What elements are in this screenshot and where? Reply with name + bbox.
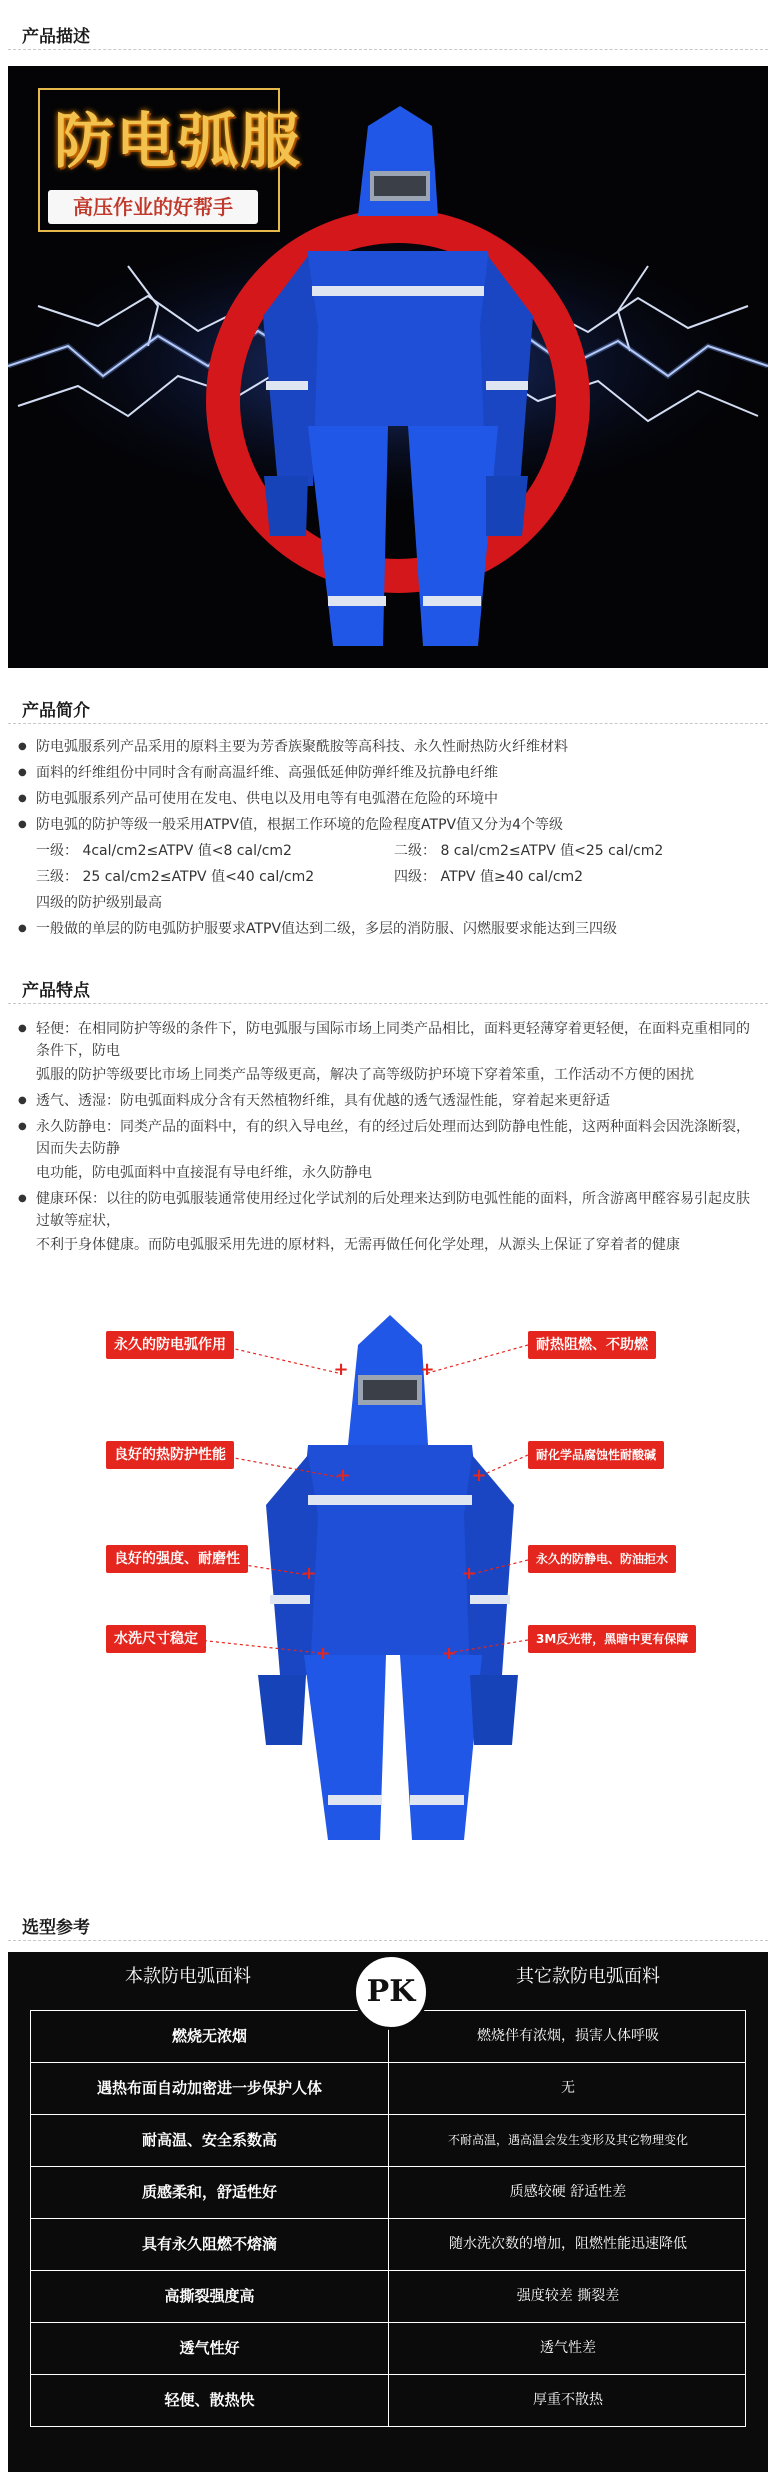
other-fabric-cell: 透气性差: [540, 2340, 596, 2356]
divider: [8, 1003, 768, 1004]
table-row: [30, 2270, 746, 2322]
section-header-description: [0, 14, 776, 50]
grade-3: 三级： 25 cal/cm2≤ATPV 值<40 cal/cm2: [36, 869, 315, 885]
hero-title: 防电弧服: [54, 107, 302, 177]
feature-light: ● 轻便：在相同防护等级的条件下，防电弧服与国际市场上同类产品相比，面料更轻薄穿着更轻便，在面料克重相同的条件下，防电: [18, 1018, 762, 1062]
table-row: [30, 2374, 746, 2427]
marker-icon: +: [333, 1359, 349, 1380]
list-item: ● 防电弧服系列产品可使用在发电、供电以及用电等有电弧潜在危险的环境中: [18, 788, 762, 810]
hero-banner: [8, 66, 768, 668]
our-fabric-cell: 轻便、散热快: [31, 2375, 389, 2426]
section-title: 产品描述: [22, 27, 90, 47]
marker-icon: +: [461, 1563, 477, 1584]
list-item: ● 防电弧服系列产品采用的原料主要为芳香族聚酰胺等高科技、永久性耐热防火纤维材料: [18, 736, 762, 758]
comparison-rows: [30, 2010, 746, 2427]
table-row: [30, 2322, 746, 2374]
left-column-header: 本款防电弧面料: [125, 1966, 251, 1987]
list-item: ● 防电弧的防护等级一般采用ATPV值，根据工作环境的危险程度ATPV值又分为4个等级: [18, 814, 762, 836]
suit-illustration: [8, 1295, 768, 1855]
callout-wash-stable: 水洗尺寸稳定: [106, 1625, 206, 1653]
table-row: [30, 2062, 746, 2114]
table-row: [30, 2114, 746, 2166]
our-fabric-cell: 遇热布面自动加密进一步保护人体: [31, 2063, 389, 2114]
marker-icon: +: [441, 1643, 457, 1664]
divider: [8, 723, 768, 724]
callout-thermal: 良好的热防护性能: [106, 1441, 234, 1469]
callout-strength: 良好的强度、耐磨性: [106, 1545, 248, 1573]
grade-row: [18, 866, 762, 892]
marker-icon: +: [471, 1465, 487, 1486]
our-fabric-cell: 具有永久阻燃不熔滴: [31, 2219, 389, 2270]
grade-4: 四级： ATPV 值≥40 cal/cm2: [394, 869, 584, 885]
feature-eco-cont: 不利于身体健康。而防电弧服采用先进的原材料，无需再做任何化学处理，从源头上保证了穿着者的健康: [36, 1237, 680, 1253]
feature-eco: ● 健康环保：以往的防电弧服装通常使用经过化学试剂的后处理来达到防电弧性能的面料，所含游离甲醛容易引起皮肤过敏等症状，: [18, 1188, 762, 1232]
feature-light-cont: 弧服的防护等级要比市场上同类产品等级更高，解决了高等级防护环境下穿着笨重，工作活动不方便的困扰: [36, 1067, 694, 1083]
our-fabric-cell: 质感柔和，舒适性好: [31, 2167, 389, 2218]
comparison-table: [8, 1952, 768, 2472]
marker-icon: +: [419, 1359, 435, 1380]
marker-icon: +: [301, 1563, 317, 1584]
other-fabric-cell: 质感较硬 舒适性差: [509, 2184, 627, 2200]
section-header-features: [0, 968, 776, 1004]
section-header-selection: [0, 1905, 776, 1941]
callout-antistatic: 永久的防静电、防油拒水: [528, 1545, 676, 1573]
section-header-intro: [0, 688, 776, 724]
features-list: [18, 1018, 762, 1260]
right-column-header: 其它款防电弧面料: [516, 1966, 660, 1987]
our-fabric-cell: 燃烧无浓烟: [31, 2011, 389, 2062]
table-row: [30, 2218, 746, 2270]
callout-flame-resistant: 耐热阻燃、不助燃: [528, 1331, 656, 1359]
divider: [8, 1940, 768, 1941]
section-title: 产品简介: [22, 701, 90, 721]
pk-badge: PK: [353, 1954, 429, 2030]
feature-breathable: ● 透气、透湿：防电弧面料成分含有天然植物纤维，具有优越的透气透湿性能，穿着起来更舒适: [18, 1090, 762, 1112]
suit-feature-figure: [8, 1295, 768, 1855]
grade-note: 四级的防护级别最高: [36, 895, 162, 911]
other-fabric-cell: 不耐高温，遇高温会发生变形及其它物理变化: [447, 2133, 688, 2147]
grade-2: 二级： 8 cal/cm2≤ATPV 值<25 cal/cm2: [394, 843, 664, 859]
grade-row: [18, 840, 762, 866]
other-fabric-cell: 燃烧伴有浓烟，损害人体呼吸: [477, 2028, 659, 2044]
other-fabric-cell: 厚重不散热: [533, 2392, 603, 2408]
our-fabric-cell: 高撕裂强度高: [31, 2271, 389, 2322]
feature-antistatic-cont: 电功能，防电弧面料中直接混有导电纤维，永久防静电: [36, 1165, 372, 1181]
feature-antistatic: ● 永久防静电：同类产品的面料中，有的织入导电丝，有的经过后处理而达到防静电性能，这两种面料会因洗涤断裂，因而失去防静: [18, 1116, 762, 1160]
our-fabric-cell: 耐高温、安全系数高: [31, 2115, 389, 2166]
grade-1: 一级： 4cal/cm2≤ATPV 值<8 cal/cm2: [36, 843, 292, 859]
other-fabric-cell: 强度较差 撕裂差: [516, 2288, 620, 2304]
table-row: [30, 2166, 746, 2218]
marker-icon: +: [335, 1465, 351, 1486]
marker-icon: +: [315, 1643, 331, 1664]
list-item: ● 面料的纤维组份中同时含有耐高温纤维、高强低延伸防弹纤维及抗静电纤维: [18, 762, 762, 784]
divider: [8, 49, 768, 50]
our-fabric-cell: 透气性好: [31, 2323, 389, 2374]
callout-reflective: 3M反光带，黑暗中更有保障: [528, 1625, 696, 1653]
hero-subtitle: 高压作业的好帮手: [48, 190, 258, 224]
callout-chemical: 耐化学品腐蚀性耐酸碱: [528, 1441, 664, 1469]
other-fabric-cell: 随水洗次数的增加，阻燃性能迅速降低: [449, 2236, 687, 2252]
other-fabric-cell: 无: [561, 2080, 575, 2096]
intro-list: [18, 736, 762, 944]
section-title: 选型参考: [22, 1918, 90, 1938]
section-title: 产品特点: [22, 981, 90, 1001]
list-item: ● 一般做的单层的防电弧防护服要求ATPV值达到二级，多层的消防服、闪燃服要求能达到三四级: [18, 918, 762, 940]
callout-arc-protection: 永久的防电弧作用: [106, 1331, 234, 1359]
